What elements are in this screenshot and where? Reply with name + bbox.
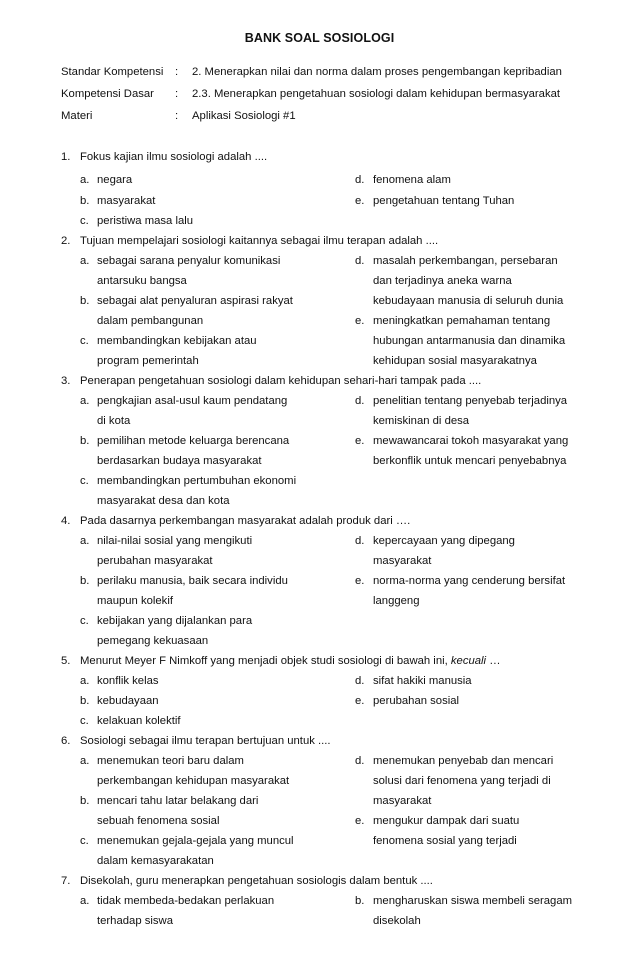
option-letter: d. (355, 755, 365, 767)
question-text: Tujuan mempelajari sosiologi kaitannya sebagai ilmu terapan adalah .... (80, 235, 439, 247)
option-letter: a. (80, 535, 90, 547)
question-number: 7. (61, 875, 71, 887)
option-letter: c. (80, 835, 89, 847)
option-letter: c. (80, 715, 89, 727)
question-text: Pada dasarnya perkembangan masyarakat adalah produk dari …. (80, 515, 411, 527)
option-text: pemilihan metode keluarga berencana (97, 435, 290, 447)
option-text: kepercayaan yang dipegang (373, 535, 515, 547)
option-text: terhadap siswa (97, 915, 173, 927)
option-letter: e. (355, 315, 365, 327)
meta-value: 2.3. Menerapkan pengetahuan sosiologi dalam kehidupan bermasyarakat (192, 88, 561, 100)
option-letter: d. (355, 675, 365, 687)
option-text: menemukan penyebab dan mencari (373, 755, 554, 767)
option-text: kemiskinan di desa (373, 415, 470, 427)
option-text: program pemerintah (97, 355, 199, 367)
question-number: 3. (61, 375, 71, 387)
option-text: maupun kolekif (97, 595, 173, 607)
option-letter: c. (80, 335, 89, 347)
option-letter: a. (80, 895, 90, 907)
option-text: kebijakan yang dijalankan para (97, 615, 253, 627)
option-letter: a. (80, 675, 90, 687)
option-letter: b. (80, 195, 90, 207)
option-letter: e. (355, 435, 365, 447)
option-text: tidak membeda-bedakan perlakuan (97, 895, 275, 907)
option-text: antarsuku bangsa (97, 275, 187, 287)
meta-colon: : (175, 88, 179, 100)
option-letter: b. (80, 795, 90, 807)
meta-label: Materi (61, 110, 93, 122)
option-letter: a. (80, 174, 90, 186)
question-number: 1. (61, 151, 71, 163)
option-text: perubahan masyarakat (97, 555, 213, 567)
option-text: sebuah fenomena sosial (97, 815, 220, 827)
question-text-italic: kecuali (450, 655, 487, 667)
option-letter: c. (80, 475, 89, 487)
option-text: mengukur dampak dari suatu (373, 815, 520, 827)
option-letter: e. (355, 195, 365, 207)
option-text: kelakuan kolektif (97, 715, 181, 727)
option-letter: d. (355, 395, 365, 407)
question-number: 6. (61, 735, 71, 747)
option-text: mengharuskan siswa membeli seragam (373, 895, 573, 907)
option-text: menemukan gejala-gejala yang muncul (97, 835, 294, 847)
option-text: negara (97, 174, 133, 186)
question-text: Sosiologi sebagai ilmu terapan bertujuan untuk .... (80, 735, 331, 747)
option-text: mencari tahu latar belakang dari (97, 795, 259, 807)
option-letter: e. (355, 815, 365, 827)
option-text: hubungan antarmanusia dan dinamika (373, 335, 566, 347)
option-text: perkembangan kehidupan masyarakat (97, 775, 290, 787)
question-number: 4. (61, 515, 71, 527)
option-letter: b. (80, 295, 90, 307)
option-text: sifat hakiki manusia (373, 675, 472, 687)
option-letter: e. (355, 575, 365, 587)
option-text: sebagai sarana penyalur komunikasi (97, 255, 281, 267)
option-text: masalah perkembangan, persebaran (373, 255, 558, 267)
question-text: Penerapan pengetahuan sosiologi dalam kehidupan sehari-hari tampak pada .... (80, 375, 482, 387)
option-text: solusi dari fenomena yang terjadi di (373, 775, 551, 787)
option-text: perilaku manusia, baik secara individu (97, 575, 288, 587)
option-letter: b. (80, 435, 90, 447)
option-text: membandingkan pertumbuhan ekonomi (97, 475, 297, 487)
meta-label: Kompetensi Dasar (61, 88, 154, 100)
option-text: membandingkan kebijakan atau (97, 335, 257, 347)
option-text: dalam pembangunan (97, 315, 204, 327)
option-letter: b. (80, 575, 90, 587)
page-title: BANK SOAL SOSIOLOGI (244, 31, 395, 45)
question-text: Fokus kajian ilmu sosiologi adalah .... (80, 151, 268, 163)
option-text: masyarakat (97, 195, 156, 207)
option-text: penelitian tentang penyebab terjadinya (373, 395, 568, 407)
option-text: pengkajian asal-usul kaum pendatang (97, 395, 288, 407)
option-text: norma-norma yang cenderung bersifat (373, 575, 566, 587)
question-text: Disekolah, guru menerapkan pengetahuan sosiologis dalam bentuk .... (80, 875, 433, 887)
option-text: menemukan teori baru dalam (97, 755, 244, 767)
option-letter: d. (355, 535, 365, 547)
option-letter: a. (80, 755, 90, 767)
option-letter: c. (80, 615, 89, 627)
option-text: berdasarkan budaya masyarakat (97, 455, 262, 467)
meta-colon: : (175, 66, 179, 78)
option-text: di kota (97, 415, 131, 427)
option-text: langgeng (373, 595, 420, 607)
option-text: fenomena sosial yang terjadi (373, 835, 517, 847)
option-letter: d. (355, 255, 365, 267)
option-letter: e. (355, 695, 365, 707)
question-number: 2. (61, 235, 71, 247)
option-text: dalam kemasyarakatan (97, 855, 214, 867)
option-letter: d. (355, 174, 365, 186)
option-text: mewawancarai tokoh masyarakat yang (373, 435, 569, 447)
option-text: kebudayaan (97, 695, 159, 707)
option-text: peristiwa masa lalu (97, 215, 194, 227)
meta-colon: : (175, 110, 179, 122)
option-text: pemegang kekuasaan (97, 635, 209, 647)
option-text: nilai-nilai sosial yang mengikuti (97, 535, 253, 547)
option-text: masyarakat (373, 555, 432, 567)
question-text-part: … (486, 655, 501, 667)
option-letter: a. (80, 255, 90, 267)
option-text: pengetahuan tentang Tuhan (373, 195, 515, 207)
meta-label: Standar Kompetensi (61, 66, 164, 78)
option-text: disekolah (373, 915, 421, 927)
option-text: meningkatkan pemahaman tentang (373, 315, 551, 327)
meta-value: 2. Menerapkan nilai dan norma dalam proses pengembangan kepribadian (192, 66, 562, 78)
option-text: konflik kelas (97, 675, 159, 687)
option-text: fenomena alam (373, 174, 451, 186)
question-number: 5. (61, 655, 71, 667)
question-text-part: Menurut Meyer F Nimkoff yang menjadi objek studi sosiologi di bawah ini, (80, 655, 451, 667)
option-text: perubahan sosial (373, 695, 460, 707)
question-text (80, 653, 501, 669)
option-text: masyarakat (373, 795, 432, 807)
option-text: kehidupan sosial masyarakatnya (373, 355, 537, 367)
option-text: berkonflik untuk mencari penyebabnya (373, 455, 567, 467)
option-letter: c. (80, 215, 89, 227)
option-text: dan terjadinya aneka warna (373, 275, 512, 287)
option-text: kebudayaan manusia di seluruh dunia (373, 295, 564, 307)
option-letter: a. (80, 395, 90, 407)
option-text: masyarakat desa dan kota (97, 495, 230, 507)
option-text: sebagai alat penyaluran aspirasi rakyat (97, 295, 293, 307)
meta-value: Aplikasi Sosiologi #1 (192, 110, 296, 122)
option-letter: b. (355, 895, 365, 907)
option-letter: b. (80, 695, 90, 707)
